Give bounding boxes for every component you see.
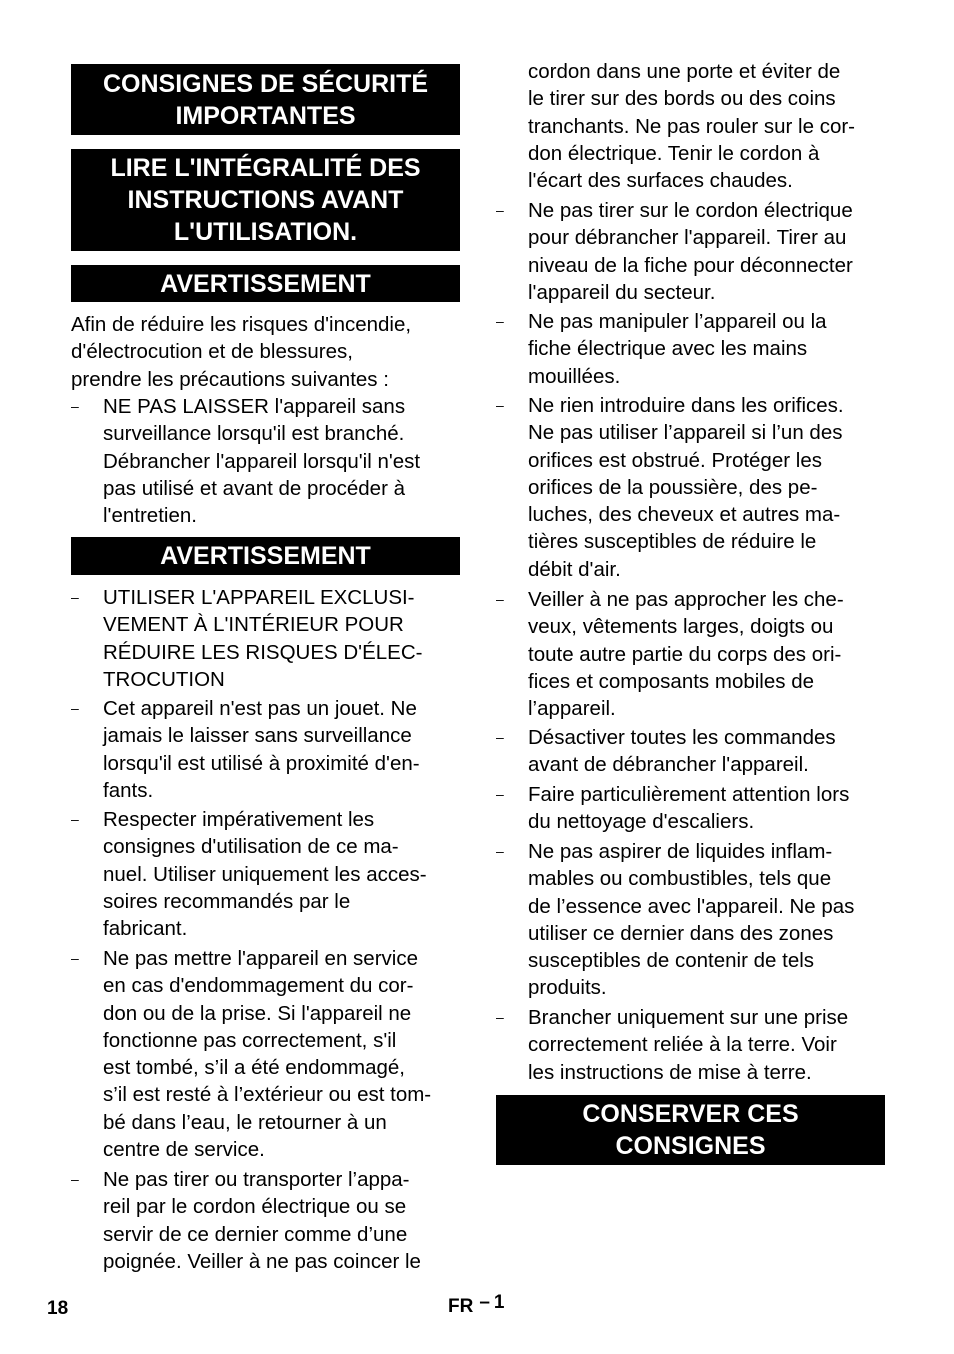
text-line: VEMENT À L'INTÉRIEUR POUR (103, 613, 404, 637)
heading-warning-1 (71, 265, 460, 302)
text-line: l'écart des surfaces chaudes. (528, 169, 793, 193)
dash-bullet: – (71, 398, 79, 414)
text-line: Brancher uniquement sur une prise (528, 1006, 849, 1029)
text-line: Débrancher l'appareil lorsqu'il n'est (103, 449, 421, 473)
text-line: fices et composants mobiles de (528, 669, 814, 693)
text-line: d'électrocution et de blessures, (71, 340, 353, 364)
text-line: fonctionne pas correctement, s'il (103, 1028, 397, 1052)
text-line: pour débrancher l'appareil. Tirer au (528, 226, 847, 250)
footer-separator: – (479, 1292, 490, 1313)
text-line: surveillance lorsqu'il est branché. (103, 422, 405, 446)
dash-bullet: – (496, 313, 504, 329)
dash-bullet: – (496, 843, 504, 859)
text-line: débit d'air. (528, 557, 621, 581)
text-line: jamais le laisser sans surveillance (103, 724, 412, 748)
text-line: UTILISER L'APPAREIL EXCLUSI- (103, 586, 415, 609)
text-line: reil par le cordon électrique ou se (103, 1195, 407, 1219)
dash-bullet: – (496, 729, 504, 745)
dash-bullet: – (496, 397, 504, 413)
heading-keep-instructions (496, 1095, 885, 1165)
footer-section-number: 1 (493, 1292, 505, 1313)
text-line: susceptibles de contenir de tels (528, 949, 815, 973)
text-line: cordon dans une porte et éviter de (528, 60, 841, 83)
language-code: FR (448, 1296, 474, 1317)
text-line: l'entretien. (103, 504, 197, 528)
heading-warning-2 (71, 537, 460, 575)
text-line: luches, des cheveux et autres ma- (528, 503, 841, 527)
text-line: orifices est obstrué. Protéger les (528, 448, 822, 472)
text-line: pas utilisé et avant de procéder à (103, 476, 405, 500)
heading-read-instructions (71, 149, 460, 251)
text-line: centre de service. (103, 1138, 265, 1162)
text-line: Ne pas tirer sur le cordon électrique (528, 199, 853, 222)
text-line: est tombé, s’il a été endommagé, (103, 1056, 405, 1080)
heading-line: AVERTISSEMENT (160, 269, 371, 298)
text-line: Ne pas manipuler l’appareil ou la (528, 310, 827, 333)
heading-line: IMPORTANTES (175, 101, 356, 130)
text-line: l’appareil. (528, 697, 616, 721)
text-line: Ne pas tirer ou transporter l’appa- (103, 1168, 410, 1191)
heading-line: CONSIGNES DE SÉCURITÉ (102, 69, 429, 98)
heading-line: CONSIGNES (615, 1132, 766, 1160)
text-line: niveau de la fiche pour déconnecter (528, 253, 853, 277)
text-line: Ne pas utiliser l’appareil si l’un des (528, 421, 843, 445)
text-line: en cas d'endommagement du cor- (103, 974, 414, 998)
text-line: servir de ce dernier comme d’une (103, 1222, 408, 1246)
heading-line: L'UTILISATION. (173, 218, 358, 246)
text-line: le tirer sur des bords ou des coins (528, 87, 836, 111)
text-line: Faire particulièrement attention lors (528, 783, 850, 806)
text-line: orifices de la poussière, des pe- (528, 475, 818, 499)
dash-bullet: – (71, 700, 79, 716)
heading-line: AVERTISSEMENT (160, 542, 371, 570)
text-line: Veiller à ne pas approcher les che- (528, 588, 844, 611)
text-line: tranchants. Ne pas rouler sur le cor- (528, 114, 855, 138)
text-line: s’il est resté à l’extérieur ou est tom- (103, 1083, 432, 1107)
text-line: Respecter impérativement les (103, 808, 375, 831)
dash-bullet: – (71, 811, 79, 827)
text-line: de l’essence avec l'appareil. Ne pas (528, 894, 855, 918)
text-line: Cet appareil n'est pas un jouet. Ne (103, 697, 417, 720)
text-line: fabricant. (103, 917, 188, 941)
text-line: Désactiver toutes les commandes (528, 726, 836, 749)
text-line: veux, vêtements larges, doigts ou (528, 615, 834, 639)
text-line: soires recommandés par le (103, 889, 351, 913)
heading-line: INSTRUCTIONS AVANT (127, 186, 404, 214)
text-line: utiliser ce dernier dans des zones (528, 921, 834, 945)
intro-paragraph (71, 311, 460, 393)
text-line: RÉDUIRE LES RISQUES D'ÉLEC- (103, 640, 423, 664)
page-number: 18 (47, 1298, 69, 1319)
text-line: fants. (103, 778, 154, 802)
page-footer-label (448, 1292, 505, 1318)
dash-bullet: – (71, 1171, 79, 1187)
text-line: mouillées. (528, 364, 621, 388)
dash-bullet: – (71, 950, 79, 966)
heading-line: LIRE L'INTÉGRALITÉ DES (110, 154, 421, 182)
text-line: don électrique. Tenir le cordon à (528, 141, 820, 165)
dash-bullet: – (71, 589, 79, 605)
text-line: produits. (528, 976, 607, 1000)
dash-bullet: – (496, 591, 504, 607)
text-line: Afin de réduire les risques d'incendie, (71, 313, 412, 336)
text-line: Ne rien introduire dans les orifices. (528, 394, 844, 417)
text-line: don ou de la prise. Si l'appareil ne (103, 1001, 412, 1025)
text-line: prendre les précautions suivantes : (71, 367, 389, 391)
text-line: NE PAS LAISSER l'appareil sans (103, 395, 406, 418)
text-line: les instructions de mise à terre. (528, 1060, 812, 1084)
text-line: Ne pas aspirer de liquides inflam- (528, 840, 833, 863)
text-line: fiche électrique avec les mains (528, 337, 808, 361)
text-line: bé dans l’eau, le retourner à un (103, 1110, 387, 1134)
dash-bullet: – (496, 1009, 504, 1025)
text-line: tières susceptibles de réduire le (528, 530, 817, 554)
text-line: du nettoyage d'escaliers. (528, 810, 755, 834)
text-line: TROCUTION (103, 667, 225, 691)
text-line: l'appareil du secteur. (528, 280, 716, 304)
text-line: avant de débrancher l'appareil. (528, 753, 809, 777)
heading-important-safety (71, 64, 460, 135)
text-line: Ne pas mettre l'appareil en service (103, 947, 418, 970)
text-line: correctement reliée à la terre. Voir (528, 1033, 837, 1057)
text-line: toute autre partie du corps des ori- (528, 642, 842, 666)
text-line: mables ou combustibles, tels que (528, 867, 832, 891)
text-line: lorsqu'il est utilisé à proximité d'en- (103, 751, 420, 775)
text-line: nuel. Utiliser uniquement les acces- (103, 862, 427, 886)
text-line: consignes d'utilisation de ce ma- (103, 835, 399, 859)
dash-bullet: – (496, 202, 504, 218)
dash-bullet: – (496, 786, 504, 802)
text-line: poignée. Veiller à ne pas coincer le (103, 1249, 421, 1273)
heading-line: CONSERVER CES (582, 1100, 799, 1128)
